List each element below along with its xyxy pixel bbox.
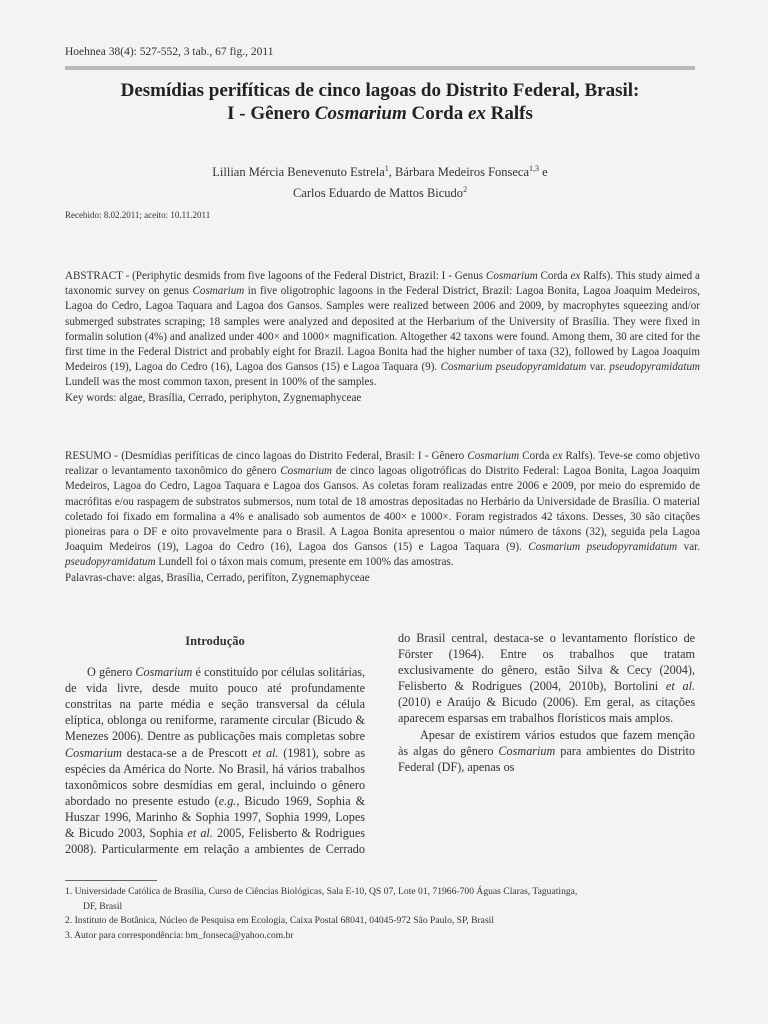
affiliation-mark: 1: [384, 164, 389, 173]
footnote-1: 1. Universidade Católica de Brasília, Curso de Ciências Biológicas, Sala E-10, QS 07, Lote 01, 71966-700 Águas Claras, Taguatinga,: [65, 886, 578, 897]
body-column-left: [65, 630, 365, 857]
intro-paragraph-1-cont: do Brasil central, destaca-se o levantamento florístico de Förster (1964). Entre os trabalhos que tratam exclusivamente do gênero, estão Silva & Cecy (2004), Felisberto & Rodrigues (2004, 2010b), Bortolini et al. (2010) e Araújo & Bicudo (2006). Em geral, as citações aparecem esparsas em trabalhos florísticos mais amplos.: [398, 631, 696, 726]
body-column-right: [398, 630, 695, 775]
title-text: Corda: [406, 103, 468, 124]
title-line-1: Desmídias perifíticas de cinco lagoas do Distrito Federal, Brasil:: [120, 80, 640, 101]
section-heading: Introdução: [185, 634, 245, 648]
footnote-1-cont: DF, Brasil: [83, 900, 123, 912]
resumo-text: RESUMO - (Desmídias perifíticas de cinco lagoas do Distrito Federal, Brasil: I - Gênero Cosmarium Corda ex Ralfs). Teve-se como objetivo realizar o levantamento taxonômico do gênero Cosmarium de cinco lagoas oligotróficas do Distrito Federal: Lagoa Bonita, Lagoa Joaquim Medeiros, Lagoa do Cedro, Lagoa Taquara e Lagoa dos Gansos. As coletas foram realizadas entre 2006 e 2009, por meio do espremido de macrófitas e/ou raspagem de substratos submersos, num total de 18 amostras depositadas no Herbário da Universidade de Brasília. O material coletado foi fixado em formalina a 4% e analisado sob aumentos de 400× e 1000×. Foram registrados 42 táxons. Desses, 30 são citações pioneiras para o DF e oito provavelmente para o Brasil. A Lagoa Bonita apresentou o maior número de táxons (32), seguida pela Lagoa Joaquim Medeiros (19), Lagoa do Cedro (16), Lagoa dos Gansos (15) e Lagoa Taquara (9). Cosmarium pseudopyramidatum var. pseudopyramidatum Lundell foi o táxon mais comum, presente em 100% das amostras.: [65, 450, 700, 569]
intro-paragraph-2: Apesar de existirem vários estudos que fazem menção às algas do gênero Cosmarium para ambientes do Distrito Federal (DF), apenas os: [398, 727, 695, 774]
title-ex: ex: [467, 103, 486, 124]
abstract: [65, 269, 700, 406]
title-text: Ralfs: [485, 103, 533, 124]
author-name: Carlos Eduardo de Mattos Bicudo: [292, 186, 464, 201]
received-dates: Recebido: 8.02.2011; aceito: 10.11.2011: [65, 210, 211, 220]
abstract-text: ABSTRACT - (Periphytic desmids from five lagoons of the Federal District, Brazil: I - Genus Cosmarium Corda ex Ralfs). This study aimed a taxonomic survey on genus Cosmarium in five oligotrophic lagoons in the Federal District, Brazil: Lagoa Bonita, Lagoa Joaquim Medeiros, Lagoa do Cedro, Lagoa Taquara and Lagoa dos Gansos. Samples were realized between 2006 and 2009, by macrophytes squeezing and/or submerged substrates scraping; 18 samples were analyzed and deposited at the Herbarium of the University of Brasília. They were fixed in formalin solution (4%) and analized under 400× and 1000× magnification. Altogether 42 taxons were found. Among them, 30 are cited for the first time in the Federal District and probably eight for Brazil. Lagoa Bonita had the higher number of taxa (32), followed by Lagoa Joaquim Medeiros (19), Lagoa do Cedro (16), Lagoa dos Gansos (15) e Lagoa Taquara (9). Cosmarium pseudopyramidatum var. pseudopyramidatum Lundell was the most common taxon, present in 100% of the samples.: [65, 270, 701, 389]
author-name: Lillian Mércia Benevenuto Estrela: [212, 165, 385, 180]
title-line-2: [60, 102, 700, 125]
resumo-keywords: Palavras-chave: algas, Brasília, Cerrado, perifíton, Zygnemaphyceae: [65, 571, 370, 584]
title-text: I - Gênero: [227, 103, 315, 124]
author-list: [60, 160, 700, 202]
authors-line-2: [60, 181, 700, 202]
footnotes: [65, 885, 700, 943]
article-title: [60, 79, 700, 125]
title-genus: Cosmarium: [314, 103, 407, 124]
author-name: , Bárbara Medeiros Fonseca: [388, 165, 530, 180]
footnote-2: 2. Instituto de Botânica, Núcleo de Pesquisa em Ecologia, Caixa Postal 68041, 04045-972 São Paulo, SP, Brasil: [65, 915, 495, 927]
footnote-rule: [65, 880, 157, 881]
footnote-3: 3. Autor para correspondência: bm_fonseca@yahoo.com.br: [65, 929, 294, 941]
intro-paragraph-1: O gênero Cosmarium é constituído por células solitárias, de vida livre, desde muito pouco até profundamente constritas na parte média e seção transversal da célula elíptica, oblonga ou reniforme, raramente circular (Bicudo & Menezes 2006). Dentre as publicações mais completas sobre Cosmarium destaca-se a de Prescott et al. (1981), sobre as espécies da América do Norte. No Brasil, há vários trabalhos taxonômicos sobre desmídias em geral, incluindo o gênero abordado no presente estudo (e.g., Bicudo 1969, Sophia & Huszar 1996, Marinho & Sophia 1997, Sophia 1999, Lopes & Bicudo 2003, Sophia et al. 2005, Felisberto & Rodrigues 2008). Particularmente em relação a ambientes de Cerrado: [65, 665, 366, 857]
journal-header: Hoehnea 38(4): 527-552, 3 tab., 67 fig., 2011: [65, 46, 274, 58]
affiliation-mark: 2: [463, 185, 468, 195]
authors-line-1: [60, 160, 700, 181]
affiliation-mark: 1,3: [529, 164, 540, 173]
author-conjunction: e: [539, 165, 548, 180]
resumo: [65, 449, 700, 586]
abstract-keywords: Key words: algae, Brasília, Cerrado, periphyton, Zygnemaphyceae: [65, 391, 362, 404]
header-rule: [65, 66, 695, 70]
